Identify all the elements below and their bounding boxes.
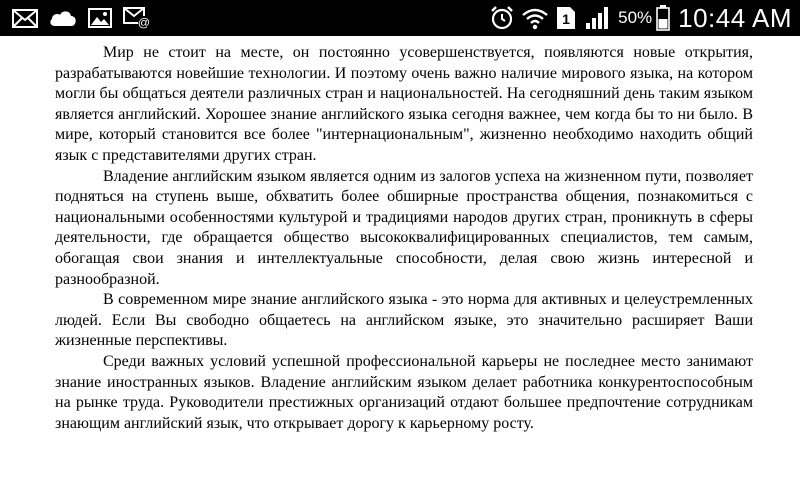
svg-text:1: 1	[562, 11, 571, 27]
document-body	[55, 43, 753, 434]
svg-text:@: @	[137, 15, 151, 29]
mail-icon	[12, 9, 38, 28]
paragraph-3: В современном мире знание английского языка - это норма для активных и целеустремленных людей. Если Вы свободно общаетесь на английском языке, это значительно расширяет Ваши жизненные перспективы.	[55, 291, 753, 350]
battery-icon	[656, 5, 670, 31]
paragraph-4: Среди важных условий успешной профессиональной карьеры не последнее место занимают знание иностранных языков. Владение английским языком делает работника конкурентоспособным на рынке труда. Руководители престижных организаций отдают большее предпочтение сотрудникам знающим английский язык, что открывает дорогу к карьерному росту.	[55, 352, 753, 432]
cloud-icon	[49, 9, 77, 27]
sim-1-icon	[555, 6, 577, 30]
alarm-icon	[489, 5, 515, 31]
system-status	[489, 0, 792, 36]
document-view[interactable]	[0, 36, 800, 480]
clock: 10:44 AM	[678, 2, 792, 33]
wifi-icon	[521, 6, 549, 30]
signal-icon	[585, 6, 609, 30]
paragraph-1: Мир не стоит на месте, он постоянно усовершенствуется, появляются новые открытия, разрабатываются новейшие технологии. И поэтому очень важно наличие мирового языка, на котором могли бы общаться деятели различных стран и национальностей. На сегодняшний день таким языком является английский. Хорошее знание английского языка сегодня важнее, чем когда бы то ни было. В мире, который становится все более "интернациональным", жизненно необходимо находить общий язык с представителями других стран.	[55, 44, 753, 164]
email-alt-icon	[123, 7, 151, 29]
battery-percent: 50%	[618, 8, 653, 27]
status-bar[interactable]	[0, 0, 800, 36]
notification-icons	[12, 6, 162, 30]
paragraph-2: Владение английским языком является одним из залогов успеха на жизненном пути, позволяет подняться на ступень выше, обхватить более обширные пространства общения, познакомиться с национальными особенностями культурой и традициями народов других стран, проникнуть в сферы деятельности, где обращается общество высококвалифицированных специалистов, тем самым, обогащая свои знания и интеллектуальные способности, делая свою жизнь интересной и разнообразной.	[55, 167, 753, 288]
image-icon	[88, 8, 112, 28]
